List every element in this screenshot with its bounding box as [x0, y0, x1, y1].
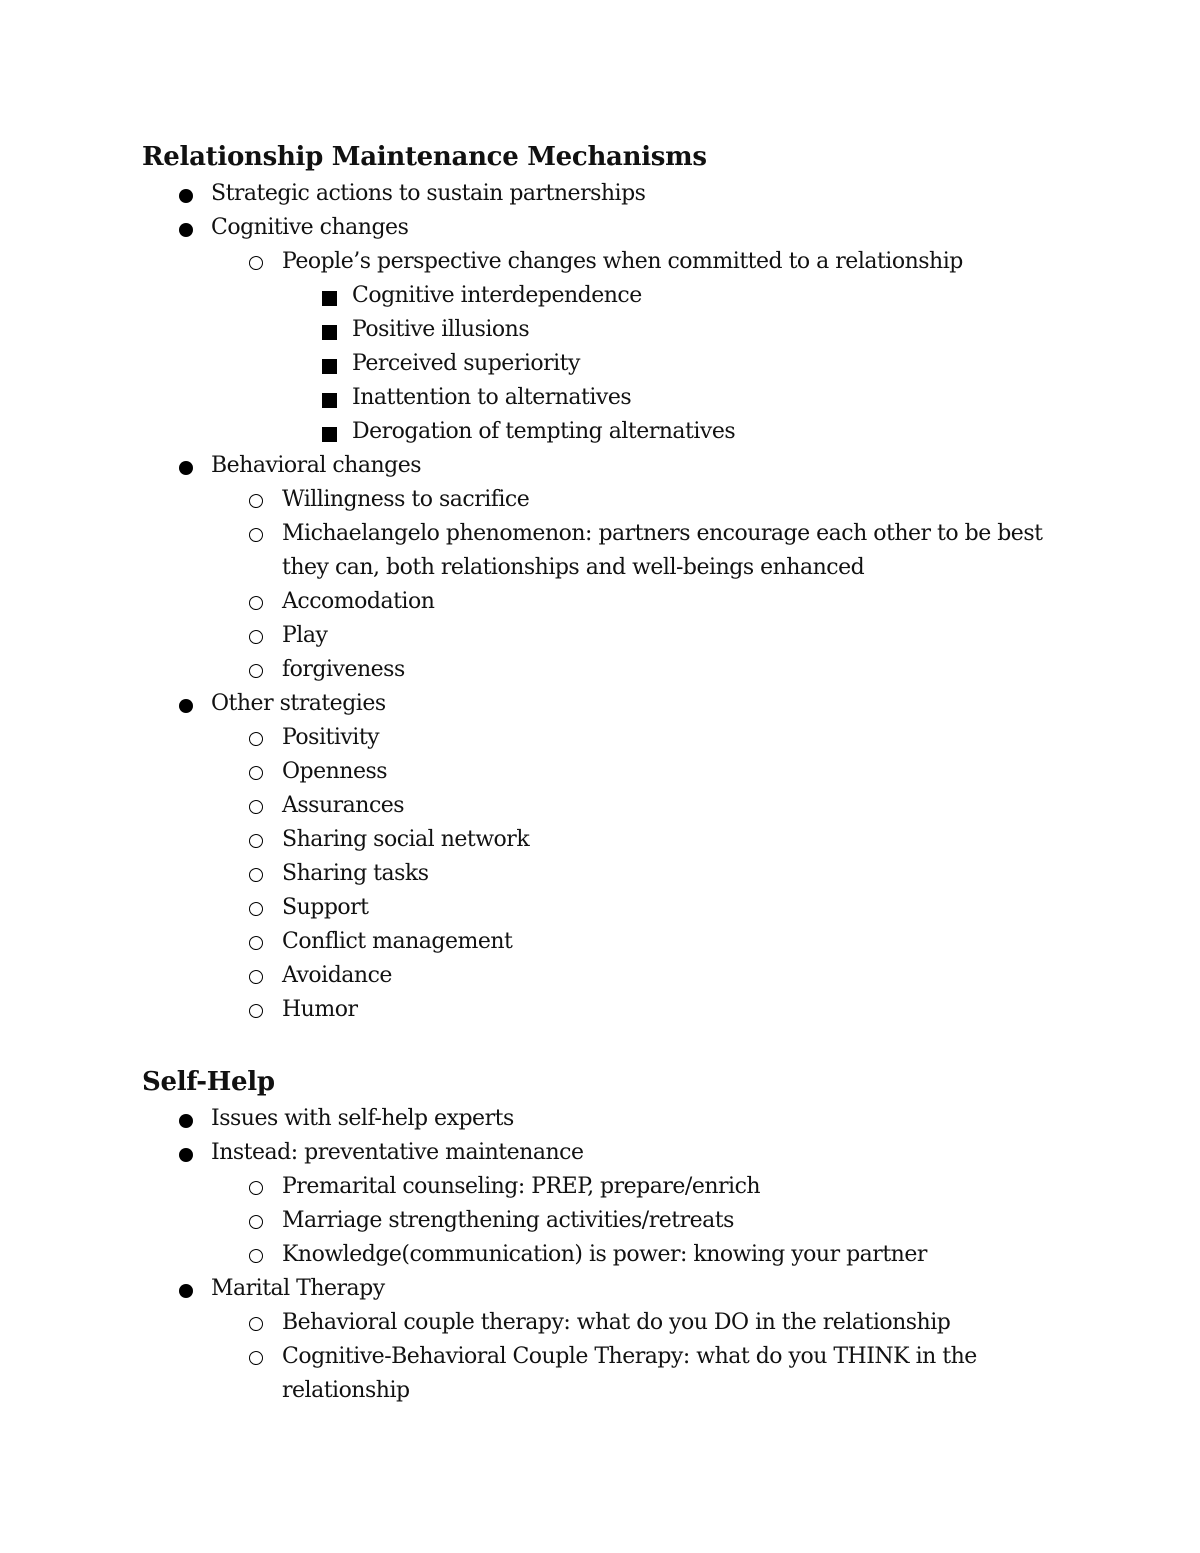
- list-item-text: Premarital counseling: PREP, prepare/enrich: [282, 1174, 761, 1199]
- hollow-circle-bullet-icon: [249, 1351, 263, 1365]
- list-item-text: forgiveness: [282, 657, 405, 682]
- list-item-text: Issues with self-help experts: [211, 1106, 514, 1131]
- hollow-circle-bullet-icon: [249, 902, 263, 916]
- hollow-circle-bullet-icon: [249, 868, 263, 882]
- list-item-text: Positive illusions: [352, 317, 530, 342]
- list-item: [0, 313, 1200, 347]
- list-item-text: People’s perspective changes when committed to a relationship: [282, 249, 963, 274]
- list-item-text: Marriage strengthening activities/retreats: [282, 1208, 734, 1233]
- list-item-text: Avoidance: [282, 963, 392, 988]
- list-item-text: Cognitive-Behavioral Couple Therapy: what do you THINK in the relationship: [282, 1344, 977, 1403]
- square-bullet-icon: [322, 427, 337, 442]
- hollow-circle-bullet-icon: [249, 936, 263, 950]
- hollow-circle-bullet-icon: [249, 630, 263, 644]
- list-item: [0, 959, 1200, 993]
- list-item: [0, 653, 1200, 687]
- list-item-text: Sharing tasks: [282, 861, 429, 886]
- list-self-help: [0, 1102, 1200, 1408]
- list-item: [0, 789, 1200, 823]
- list-item: [0, 1340, 1048, 1408]
- hollow-circle-bullet-icon: [249, 1215, 263, 1229]
- hollow-circle-bullet-icon: [249, 528, 263, 542]
- list-item: [0, 245, 1200, 279]
- filled-circle-bullet-icon: [179, 699, 193, 713]
- list-item-text: Other strategies: [211, 691, 386, 716]
- list-item: [0, 619, 1200, 653]
- list-item-text: Openness: [282, 759, 388, 784]
- list-item: [0, 211, 1200, 245]
- list-item-text: Play: [282, 623, 328, 648]
- hollow-circle-bullet-icon: [249, 970, 263, 984]
- list-item-text: Michaelangelo phenomenon: partners encourage each other to be best they can, both relationships and well-beings enhanced: [282, 521, 1043, 580]
- list-item-text: Knowledge(communication) is power: knowing your partner: [282, 1242, 927, 1267]
- hollow-circle-bullet-icon: [249, 1181, 263, 1195]
- list-item: [0, 449, 1200, 483]
- list-item-text: Instead: preventative maintenance: [211, 1140, 584, 1165]
- list-item: [0, 585, 1200, 619]
- list-item: [0, 755, 1200, 789]
- filled-circle-bullet-icon: [179, 1148, 193, 1162]
- list-item: [0, 993, 1200, 1027]
- square-bullet-icon: [322, 359, 337, 374]
- square-bullet-icon: [322, 291, 337, 306]
- list-item-text: Support: [282, 895, 369, 920]
- list-item-text: Cognitive changes: [211, 215, 409, 240]
- filled-circle-bullet-icon: [179, 461, 193, 475]
- list-item: [0, 823, 1200, 857]
- list-item-text: Humor: [282, 997, 358, 1022]
- list-item: [0, 1306, 1200, 1340]
- list-item-text: Marital Therapy: [211, 1276, 385, 1301]
- list-item-text: Derogation of tempting alternatives: [352, 419, 736, 444]
- list-maintenance: [0, 177, 1200, 1027]
- list-item: [0, 721, 1200, 755]
- list-item-text: Cognitive interdependence: [352, 283, 642, 308]
- list-item-text: Accomodation: [282, 589, 435, 614]
- filled-circle-bullet-icon: [179, 223, 193, 237]
- hollow-circle-bullet-icon: [249, 766, 263, 780]
- list-item-text: Strategic actions to sustain partnerships: [211, 181, 646, 206]
- list-item: [0, 1136, 1200, 1170]
- list-item: [0, 891, 1200, 925]
- section-heading-maintenance: Relationship Maintenance Mechanisms: [142, 142, 707, 172]
- list-item: [0, 1204, 1200, 1238]
- hollow-circle-bullet-icon: [249, 596, 263, 610]
- list-item: [0, 687, 1200, 721]
- list-item-text: Conflict management: [282, 929, 513, 954]
- hollow-circle-bullet-icon: [249, 664, 263, 678]
- hollow-circle-bullet-icon: [249, 732, 263, 746]
- list-item-text: Inattention to alternatives: [352, 385, 632, 410]
- hollow-circle-bullet-icon: [249, 1317, 263, 1331]
- list-item-text: Assurances: [282, 793, 405, 818]
- filled-circle-bullet-icon: [179, 1284, 193, 1298]
- list-item-text: Positivity: [282, 725, 380, 750]
- list-item: [0, 381, 1200, 415]
- hollow-circle-bullet-icon: [249, 494, 263, 508]
- list-item: [0, 415, 1200, 449]
- list-item: [0, 1272, 1200, 1306]
- list-item-text: Behavioral couple therapy: what do you DO in the relationship: [282, 1310, 951, 1335]
- list-item: [0, 1170, 1200, 1204]
- section-heading-self-help: Self-Help: [142, 1067, 275, 1097]
- list-item: [0, 177, 1200, 211]
- filled-circle-bullet-icon: [179, 1114, 193, 1128]
- list-item: [0, 925, 1200, 959]
- hollow-circle-bullet-icon: [249, 1249, 263, 1263]
- square-bullet-icon: [322, 325, 337, 340]
- hollow-circle-bullet-icon: [249, 800, 263, 814]
- square-bullet-icon: [322, 393, 337, 408]
- hollow-circle-bullet-icon: [249, 834, 263, 848]
- list-item: [0, 483, 1200, 517]
- list-item: [0, 1238, 1200, 1272]
- list-item-text: Behavioral changes: [211, 453, 422, 478]
- hollow-circle-bullet-icon: [249, 256, 263, 270]
- list-item-text: Perceived superiority: [352, 351, 580, 376]
- list-item: [0, 279, 1200, 313]
- list-item-text: Willingness to sacrifice: [282, 487, 530, 512]
- list-item: [0, 857, 1200, 891]
- list-item: [0, 347, 1200, 381]
- filled-circle-bullet-icon: [179, 189, 193, 203]
- list-item: [0, 1102, 1200, 1136]
- hollow-circle-bullet-icon: [249, 1004, 263, 1018]
- list-item: [0, 517, 1048, 585]
- list-item-text: Sharing social network: [282, 827, 530, 852]
